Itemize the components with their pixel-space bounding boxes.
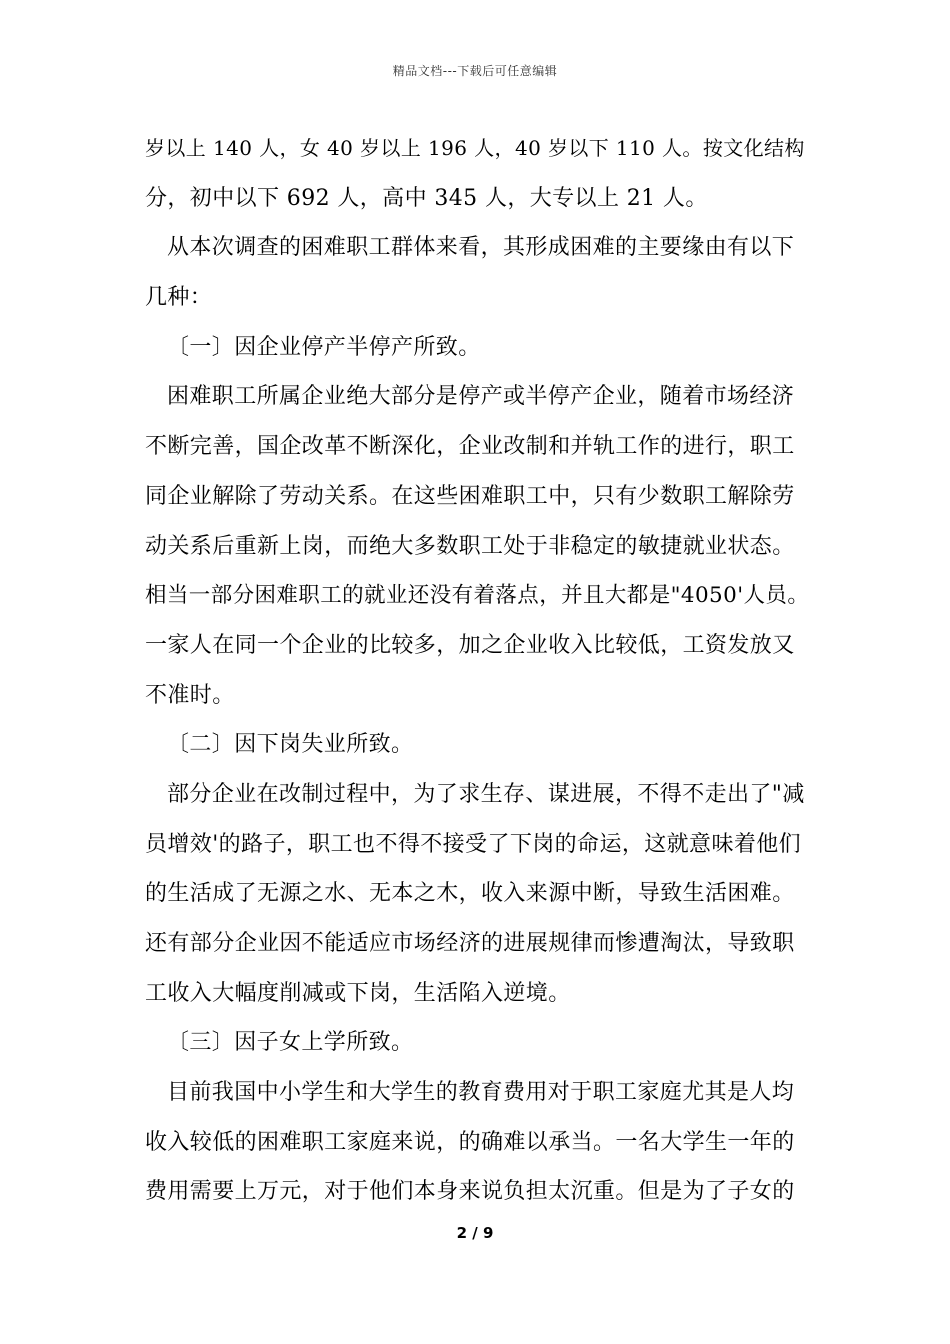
text-line: 不断完善，国企改革不断深化，企业改制和并轨工作的进行，职工	[145, 434, 795, 460]
text-line: 的生活成了无源之水、无本之木，收入来源中断，导致生活困难。	[145, 881, 795, 907]
paragraph-start: 目前我国中小学生和大学生的教育费用对于职工家庭尤其是人均	[167, 1080, 795, 1106]
text-line: 还有部分企业因不能适应市场经济的进展规律而惨遭淘汰，导致职	[145, 931, 795, 956]
page-separator: /	[467, 1224, 483, 1242]
text-line: 一家人在同一个企业的比较多，加之企业收入比较低，工资发放又	[145, 632, 795, 658]
text-line: 费用需要上万元，对于他们本身来说负担太沉重。但是为了子女的	[145, 1179, 795, 1205]
current-page: 2	[456, 1224, 468, 1242]
text-line: 相当一部分困难职工的就业还没有着落点，并且大都是"4050'人员。	[145, 583, 810, 609]
paragraph-start: 从本次调查的困难职工群体来看，其形成困难的主要缘由有以下	[167, 235, 795, 261]
section-heading-2: 〔二〕因下岗失业所致。	[167, 732, 414, 758]
text-line: 工收入大幅度削减或下岗，生活陷入逆境。	[145, 980, 571, 1006]
text-line: 岁以上 140 人，女 40 岁以上 196 人，40 岁以下 110 人。按文化结构	[145, 136, 805, 160]
section-heading-1: 〔一〕因企业停产半停产所致。	[167, 334, 481, 360]
text-line: 不准时。	[145, 682, 235, 708]
page-header: 精品文档---下载后可任意编辑	[392, 64, 558, 78]
text-line: 收入较低的困难职工家庭来说，的确难以承当。一名大学生一年的	[145, 1129, 795, 1155]
text-line: 几种：	[145, 285, 213, 311]
total-pages: 9	[482, 1224, 494, 1242]
text-line: 分，初中以下 692 人，高中 345 人，大专以上 21 人。	[145, 185, 708, 211]
paragraph-start: 部分企业在改制过程中，为了求生存、谋进展，不得不走出了"减	[167, 781, 805, 807]
section-heading-3: 〔三〕因子女上学所致。	[167, 1030, 414, 1056]
page-number	[0, 1224, 950, 1242]
document-body	[145, 124, 815, 1217]
text-line: 动关系后重新上岗，而绝大多数职工处于非稳定的敏捷就业状态。	[145, 533, 795, 559]
text-line: 员增效'的路子，职工也不得不接受了下岗的命运，这就意味着他们	[145, 831, 802, 857]
text-line: 同企业解除了劳动关系。在这些困难职工中，只有少数职工解除劳	[145, 483, 795, 509]
paragraph-start: 困难职工所属企业绝大部分是停产或半停产企业，随着市场经济	[167, 384, 795, 410]
